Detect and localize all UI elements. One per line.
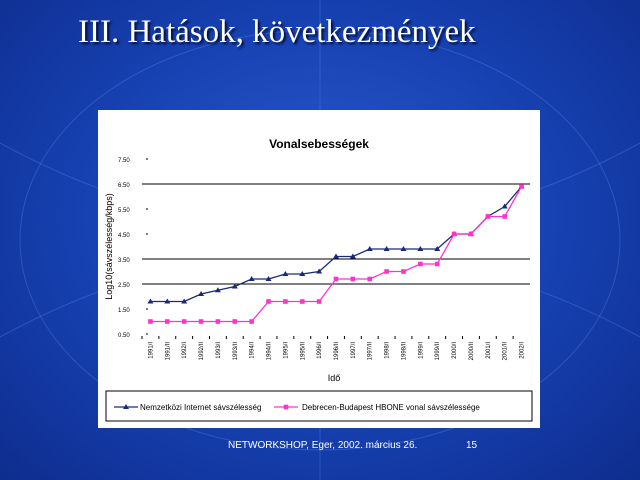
data-point-square	[519, 184, 524, 189]
x-tick-label: 2002/I	[519, 342, 526, 359]
x-tick-label: 1995/II	[300, 342, 307, 361]
data-point-square	[216, 319, 221, 324]
x-tick-label: 1998/II	[401, 342, 408, 361]
y-tick-label: 4.50	[118, 233, 130, 239]
x-tick-label: 2000/I	[452, 342, 459, 359]
x-tick-label: 1991/II	[165, 342, 172, 361]
data-point-square	[502, 214, 507, 219]
data-point-square	[317, 299, 322, 304]
data-point-square	[300, 299, 305, 304]
x-tick-label: 1995/I	[283, 342, 290, 359]
y-tick-label: 0.50	[118, 333, 130, 339]
x-tick-label: 1997/I	[350, 342, 357, 359]
data-point-square	[165, 319, 170, 324]
line-chart	[98, 110, 540, 428]
slide-title: III. Hatások, következmények	[78, 14, 476, 50]
x-axis-label: Idő	[327, 373, 341, 383]
slide-footer: NETWORKSHOP, Eger, 2002. március 26.	[228, 440, 418, 451]
x-tick-label: 1999/II	[435, 342, 442, 361]
x-tick-label: 1993/I	[215, 342, 222, 359]
data-point-square	[401, 269, 406, 274]
y-tick-label: 7.50	[118, 158, 130, 164]
x-tick-label: 1994/I	[249, 342, 256, 359]
y-tick-label: 1.50	[118, 308, 130, 314]
y-tick-label: 3.50	[118, 258, 130, 264]
x-tick-label: 1997/II	[367, 342, 374, 361]
data-point-square	[384, 269, 389, 274]
data-point-square	[249, 319, 254, 324]
data-point-square	[182, 319, 187, 324]
data-point-square	[486, 214, 491, 219]
x-tick-label: 2001/I	[485, 342, 492, 359]
x-tick-label: 1994/II	[266, 342, 273, 361]
data-point-square	[435, 262, 440, 267]
legend-marker-square	[284, 405, 289, 410]
data-point-square	[148, 319, 153, 324]
legend-label: Nemzetközi Internet sávszélesség	[140, 403, 262, 412]
legend-label: Debrecen-Budapest HBONE vonal sávszélessége	[302, 403, 480, 412]
x-tick-label: 1998/I	[384, 342, 391, 359]
x-tick-label: 1992/I	[182, 342, 189, 359]
data-point-square	[452, 232, 457, 237]
data-point-square	[418, 262, 423, 267]
x-tick-label: 2000/II	[468, 342, 475, 361]
x-tick-label: 1993/II	[232, 342, 239, 361]
y-axis-label: Log10(sávszélesség/kbps)	[104, 193, 114, 300]
x-tick-label: 1996/II	[334, 342, 340, 361]
chart-panel	[98, 110, 540, 428]
data-point-square	[232, 319, 237, 324]
data-point-square	[266, 299, 271, 304]
x-tick-label: 2001/II	[502, 342, 509, 361]
x-tick-label: 1991/I	[148, 342, 155, 359]
data-point-square	[199, 319, 204, 324]
x-tick-label: 1996/I	[317, 342, 324, 359]
data-point-square	[334, 277, 339, 282]
data-point-square	[469, 232, 474, 237]
y-tick-label: 5.50	[118, 208, 130, 214]
y-tick-label: 6.50	[118, 183, 130, 189]
x-tick-label: 1992/II	[199, 342, 206, 361]
chart-title: Vonalsebességek	[269, 137, 369, 151]
page-number: 15	[466, 440, 478, 451]
data-point-square	[283, 299, 288, 304]
data-point-square	[367, 277, 372, 282]
data-point-square	[351, 277, 356, 282]
x-tick-label: 1999/I	[418, 342, 425, 359]
y-tick-label: 2.50	[118, 283, 130, 289]
